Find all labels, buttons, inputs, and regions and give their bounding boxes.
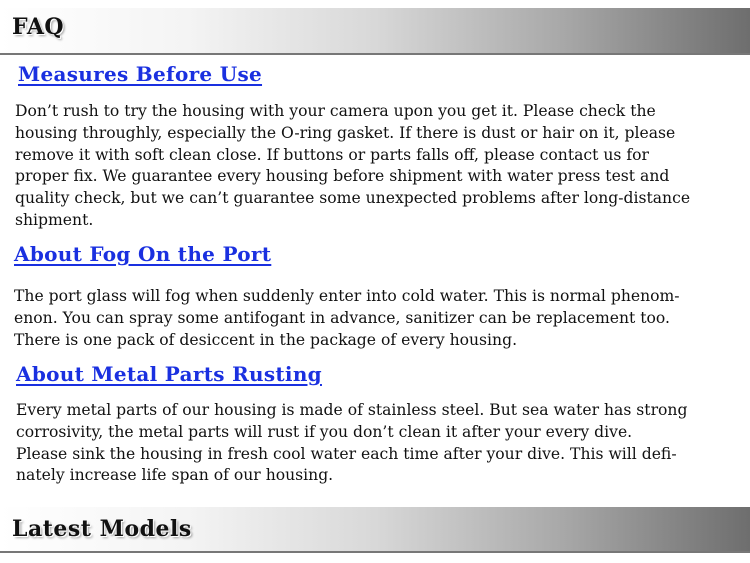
paragraph-measures-before-use: Don’t rush to try the housing with your camera upon you get it. Please check the housing throughly, especially the O-ring gasket. If there is dust or hair on it, please remove it with soft clean close. If buttons or parts falls off, please contact us for proper fix. We guarantee every housing before shipment with water press test and quality check, but we can’t guarantee some unexpected problems after long-distance shipment.	[15, 102, 691, 229]
heading-measures-before-use[interactable]: Measures Before Use	[18, 62, 263, 86]
heading-metal-parts-rusting[interactable]: About Metal Parts Rusting	[16, 362, 322, 386]
faq-header-bar	[0, 8, 750, 55]
paragraph-metal-parts-rusting: Every metal parts of our housing is made of stainless steel. But sea water has strong corrosivity, the metal parts will rust if you don’t clean it after your every dive. Please sink the housing in fresh cool water each time after your dive. This will defi- nately increase life span of our housing.	[16, 401, 688, 485]
paragraph-fog-on-port: The port glass will fog when suddenly enter into cold water. This is normal phenom- enon. You can spray some antifogant in advance, sanitizer can be replacement too. There is one pack of desiccent in the package of every housing.	[14, 287, 680, 349]
latest-models-title: Latest Models	[12, 516, 192, 542]
heading-fog-on-port[interactable]: About Fog On the Port	[14, 242, 272, 266]
latest-models-header-bar	[0, 507, 750, 553]
faq-title: FAQ	[12, 14, 65, 40]
